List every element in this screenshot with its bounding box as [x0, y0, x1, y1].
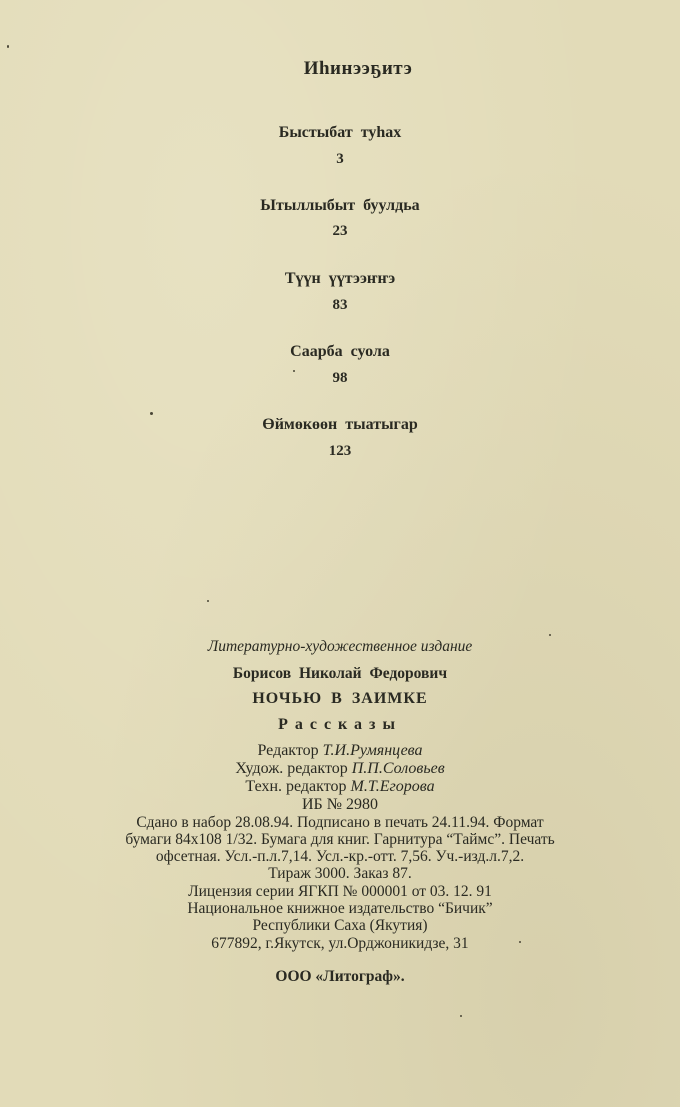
scan-speck: [549, 634, 551, 636]
edition-type: Литературно-художественное издание: [207, 638, 473, 655]
toc-item-title: Быстыбат туһах: [278, 124, 402, 141]
editor-label: Редактор: [257, 742, 319, 759]
editor-name: Т.И.Румянцева: [322, 742, 423, 759]
tech-editor-credit: [0, 778, 680, 796]
publisher-address-line: 677892, г.Якутск, ул.Орджоникидзе, 31: [211, 935, 469, 952]
art-editor-label: Худож. редактор: [235, 760, 348, 777]
scan-speck: [7, 45, 9, 48]
tech-editor-name: М.Т.Егорова: [350, 778, 435, 795]
author-name: Борисов Николай Федорович: [232, 665, 448, 682]
toc-item-title: Өймөкөөн тыатыгар: [262, 416, 418, 433]
scan-speck: [150, 412, 153, 415]
toc-item-page: 123: [328, 443, 352, 459]
art-editor-name: П.П.Соловьев: [351, 760, 445, 777]
print-details-line: офсетная. Усл.-п.л.7,14. Усл.-кр.-отт. 7,56. Уч.-изд.л.7,2.: [155, 848, 525, 865]
license-line: Лицензия серии ЯГКП № 000001 от 03. 12. 91: [188, 883, 492, 900]
ib-number: ИБ № 2980: [301, 796, 378, 813]
book-genre: Рассказы: [278, 716, 402, 733]
scan-speck: [207, 600, 209, 602]
scan-speck: [460, 1015, 462, 1017]
print-details-line: бумаги 84x108 1/32. Бумага для книг. Гарнитура “Таймс”. Печать: [125, 831, 555, 848]
toc-item-page: 3: [336, 151, 344, 167]
scan-speck: [293, 370, 295, 372]
book-title: НОЧЬЮ В ЗАИМКЕ: [252, 690, 428, 707]
art-editor-credit: [0, 760, 680, 778]
print-details-line: Сдано в набор 28.08.94. Подписано в печать 24.11.94. Формат: [136, 814, 544, 831]
tech-editor-label: Техн. редактор: [245, 778, 347, 795]
publisher-region-line: Республики Саха (Якутия): [252, 917, 428, 934]
toc-item-title: Түүн үүтээҥҥэ: [284, 270, 396, 287]
print-run-line: Тираж 3000. Заказ 87.: [268, 865, 412, 882]
toc-item-title: Саарба суола: [290, 343, 390, 360]
toc-item-page: 83: [332, 297, 348, 313]
toc-item-page: 23: [332, 223, 348, 239]
printer-name: ООО «Литограф».: [275, 968, 405, 985]
toc-item-title: Ытыллыбыт буулдьа: [260, 197, 420, 214]
toc-item-page: 98: [332, 370, 348, 386]
editor-credit: [0, 742, 680, 760]
publisher-line: Национальное книжное издательство “Бичик”: [187, 900, 493, 917]
contents-heading: Иһинээҕитэ: [303, 58, 413, 79]
scan-speck: [519, 941, 521, 943]
